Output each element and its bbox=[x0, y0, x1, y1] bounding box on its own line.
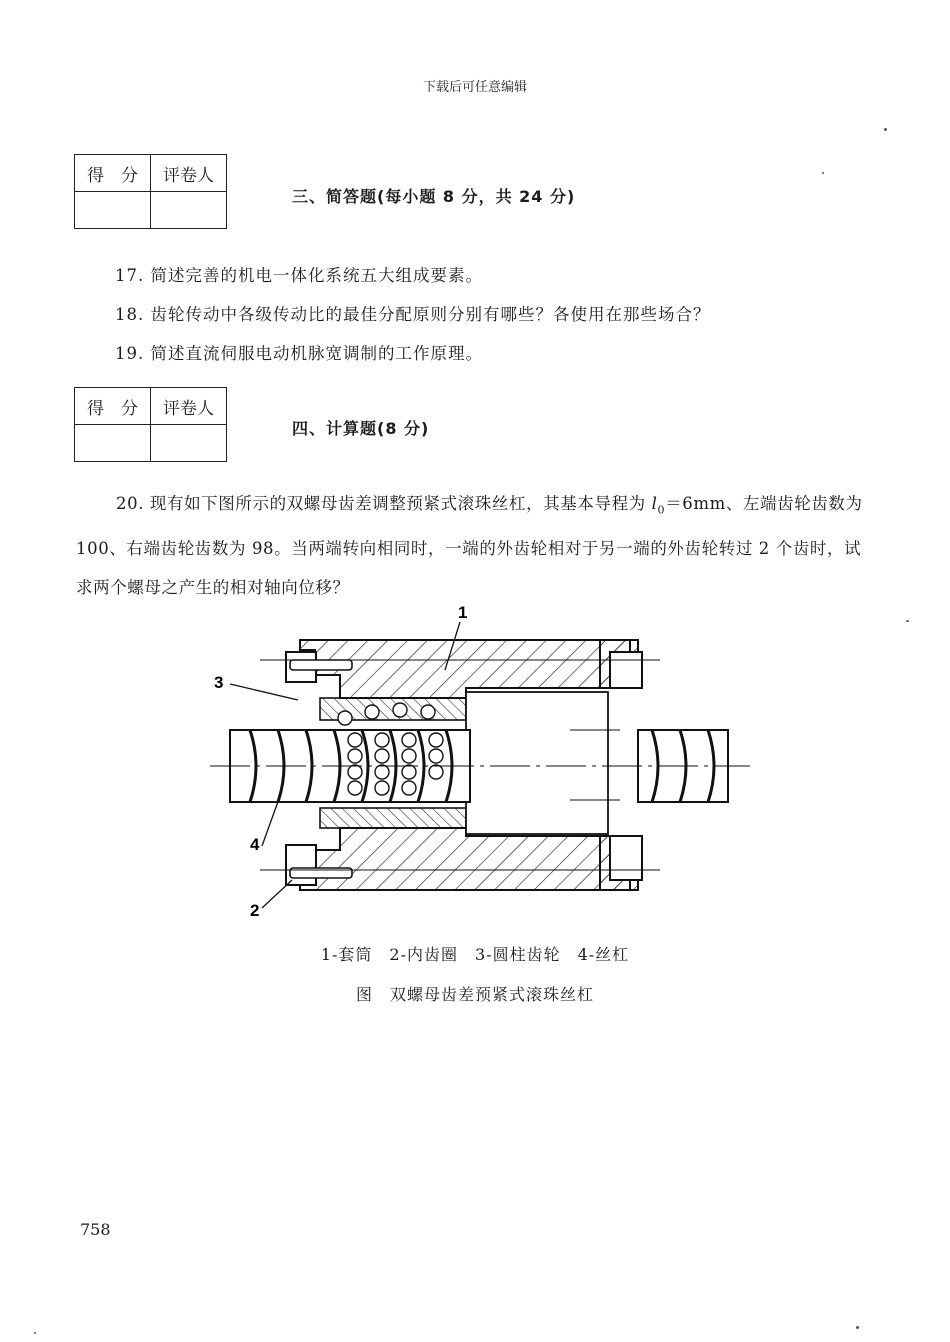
question-19: 19. 简述直流伺服电动机脉宽调制的工作原理。 bbox=[115, 344, 483, 363]
sleeve-bottom bbox=[300, 828, 638, 890]
score-table-section3 bbox=[74, 154, 227, 229]
score-table-section4 bbox=[74, 387, 227, 462]
inner-ring-left-bottom bbox=[286, 845, 316, 885]
label-1: 1 bbox=[458, 603, 468, 622]
page-number: 758 bbox=[80, 1220, 111, 1239]
problem-text-a: 20. 现有如下图所示的双螺母齿差调整预紧式滚珠丝杠，其基本导程为 bbox=[116, 494, 652, 513]
nut-lower bbox=[320, 808, 466, 828]
scan-speck bbox=[884, 128, 887, 131]
question-17: 17. 简述完善的机电一体化系统五大组成要素。 bbox=[115, 266, 483, 285]
grader-label: 评卷人 bbox=[151, 155, 227, 192]
score-cell[interactable] bbox=[75, 192, 151, 229]
figure-legend: 1-套筒 2-内齿圈 3-圆柱齿轮 4-丝杠 bbox=[320, 945, 630, 964]
inner-ring-right-top bbox=[610, 652, 642, 688]
ball-screw-diagram bbox=[190, 600, 760, 930]
label-3: 3 bbox=[214, 673, 224, 692]
lead-symbol: l bbox=[651, 494, 658, 513]
label-4: 4 bbox=[250, 835, 260, 854]
problem-20 bbox=[76, 484, 866, 607]
grader-label: 评卷人 bbox=[151, 388, 227, 425]
scan-speck bbox=[822, 172, 824, 174]
header-note: 下载后可任意编辑 bbox=[422, 80, 527, 95]
section3-title: 三、简答题(每小题 8 分，共 24 分) bbox=[292, 187, 576, 206]
section4-title: 四、计算题(8 分) bbox=[292, 419, 430, 438]
score-label: 得 分 bbox=[75, 388, 151, 425]
score-cell[interactable] bbox=[75, 425, 151, 462]
grader-cell[interactable] bbox=[151, 192, 227, 229]
scan-speck bbox=[856, 1326, 859, 1329]
score-label: 得 分 bbox=[75, 155, 151, 192]
scan-speck bbox=[906, 620, 909, 622]
grader-cell[interactable] bbox=[151, 425, 227, 462]
label-2: 2 bbox=[250, 901, 260, 920]
figure-caption: 图 双螺母齿差预紧式滚珠丝杠 bbox=[355, 985, 594, 1004]
inner-ring-right-bottom bbox=[610, 836, 642, 880]
question-18: 18. 齿轮传动中各级传动比的最佳分配原则分别有哪些？各使用在那些场合？ bbox=[115, 305, 711, 324]
bolt-top bbox=[290, 660, 352, 670]
sleeve-bore bbox=[466, 692, 608, 834]
scan-speck bbox=[34, 1332, 36, 1334]
lead-subscript: 0 bbox=[657, 503, 666, 517]
problem-text-b: ＝6mm、左端齿轮齿数为 100、右端齿轮齿数为 98。当两端转向相同时，一端的外齿轮相对于另一端的外齿轮转过 2 个齿时，试求两个螺母之产生的相对轴向位移？ bbox=[76, 494, 863, 598]
